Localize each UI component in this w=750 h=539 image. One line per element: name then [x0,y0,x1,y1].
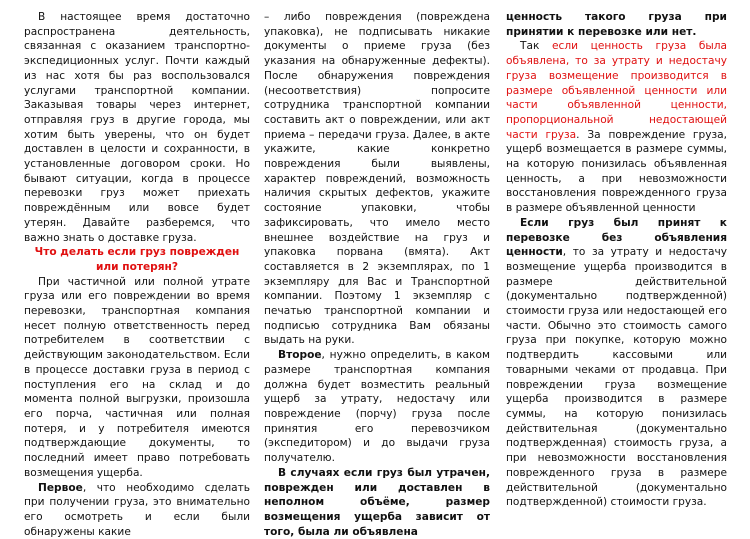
declared-value-highlight: если ценность груза была объявлена, то за утрату и недостачу груза возмещение производится в размере объявленной ценности или части объявленной ценности, пропорциональной недостающей части груза [506,40,727,140]
undeclared-value-label: Если груз был принят к перевозке без объявления ценности [506,217,727,258]
first-step-text: , что необходимо сделать при получении груза, это внимательно его осмотреть и если были обнаружены какие [24,482,250,538]
declared-value-rest: . За повреждение груза, ущерб возмещается в размере суммы, на которую понизилась объявленная ценность, а при невозможности восстановления поврежденного груза в размере объявленной ценности [506,129,727,215]
first-step-label: Первое [38,482,83,494]
compensation-intro-paragraph [264,466,490,539]
compensation-intro-text: В случаях если груз был утрачен, поврежден или доставлен в неполном объёме, размер возмещения ущерба зависит от того, была ли объявлена [264,467,490,538]
first-step-paragraph [24,481,250,539]
second-step-paragraph [264,348,490,466]
undeclared-value-paragraph [506,216,727,510]
liability-paragraph: При частичной или полной утрате груза или его повреждении во время перевозки, транспортная компания несет полную ответственность перед потребителем в соответствии с действующим законодательством. Если в процессе доставки груза в период с поступления его на склад и до момента полной выгрузки, произошла его порча, частичная или полная потеря, и у потребителя имеются подтверждающие документы, то последний имеет право потребовать возмещения ущерба. [24,275,250,481]
column-1 [24,10,250,539]
section-heading: Что делать если груз поврежден или потерян? [24,245,250,274]
declared-value-paragraph [506,39,727,215]
second-step-label: Второе [278,349,322,361]
intro-paragraph: В настоящее время достаточно распространена деятельность, связанная с оказанием транспортно-экспедиционных услуг. Почти каждый из нас хотя бы раз воспользовался услугами транспортной компании. Заказывая товары через интернет, отправляя груз в другие города, мы хотим быть уверены, что он будет доставлен в целости и сохранности, в установленные договором сроки. Но бывают ситуации, когда в процессе перевозки груз может приехать повреждённым или вовсе будет утерян. Давайте разберемся, что важно знать о доставке груза. [24,10,250,245]
column-3 [506,10,727,510]
damage-act-paragraph: – либо повреждения (повреждена упаковка), не подписывать никакие документы о приеме груза (без указания на обнаруженные дефекты). После обнаружения повреждения (несоответствия) попросите сотрудника транспортной компании составить акт о повреждении, или акт приема – передачи груза. Далее, в акте укажите, какие конкретно повреждения были выявлены, характер повреждений, возможность наличия скрытых дефектов, укажите состояние упаковки, чтобы зафиксировать, что имело место внешнее воздействие на груз и упаковка порвана (вмята). Акт составляется в 2 экземплярах, по 1 экземпляру для Вас и Транспортной компании. Поэтому 1 экземпляр с печатью транспортной компании и подписью сотрудника Вам обязаны выдать на руки. [264,10,490,348]
declared-value-lead: Так [520,40,552,52]
declared-value-continuation [506,10,727,39]
undeclared-value-text: , то за утрату и недостачу возмещение ущерба производится в размере действительной (документально подтвержденной) стоимости груза или недостающей его части. Обычно это стоимость самого груза при покупке, которую можно подтвердить кассовыми или товарными чеками от продавца. При повреждении груза возмещение ущерба производится в размере суммы, на которую понизилась действительная (документально подтвержденная) стоимость груза, а при невозможности восстановления поврежденного груза в размере действительной (документально подтвержденной) стоимости груза. [506,246,727,508]
column-2 [264,10,490,539]
declared-value-text: ценность такого груза при принятии к перевозке или нет. [506,11,727,38]
second-step-text: , нужно определить, в каком размере транспортная компания должна будет возместить реальный ущерб за утрату, недостачу или повреждение (порчу) груза после принятия его перевозчиком (экспедитором) и до выдачи груза получателю. [264,349,490,464]
